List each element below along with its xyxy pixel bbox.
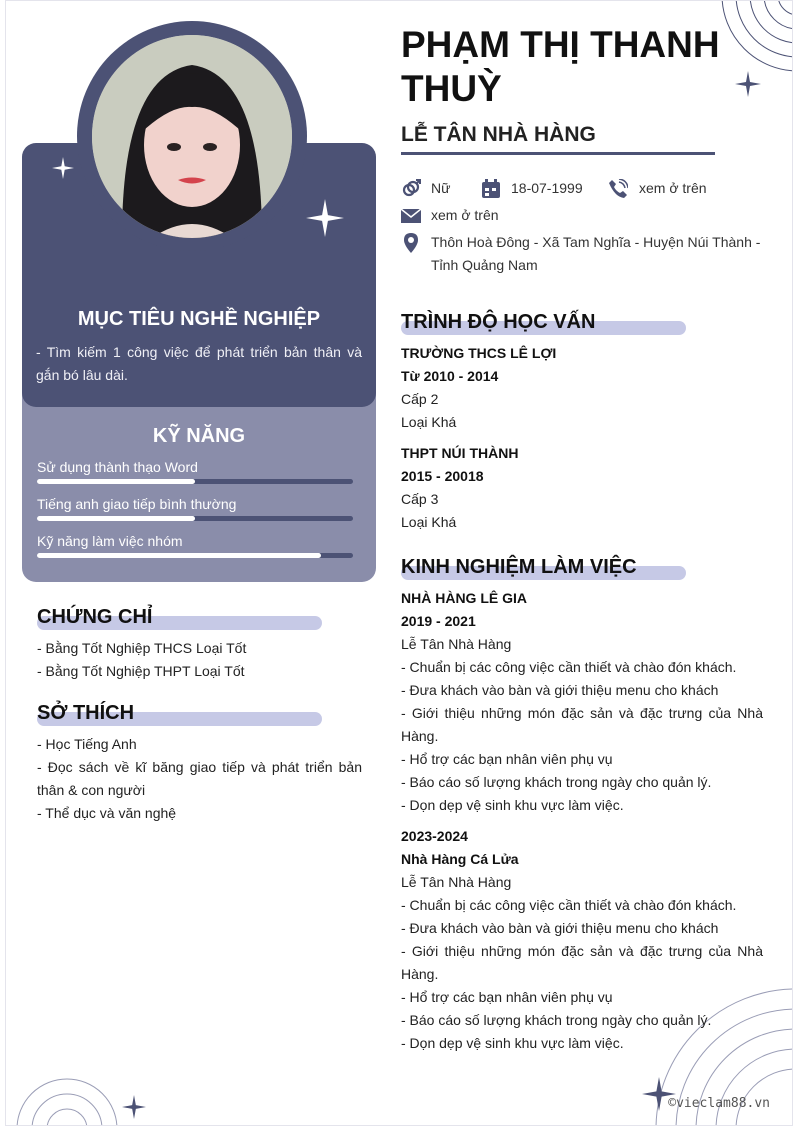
- list-item: - Bằng Tốt Nghiệp THCS Loại Tốt: [37, 640, 247, 656]
- experience-task: - Báo cáo số lượng khách trong ngày cho quản lý.: [401, 774, 712, 790]
- experience-entry: [401, 587, 763, 817]
- list-item: - Đọc sách về kĩ băng giao tiếp và phát triển bản thân & con người: [37, 759, 362, 798]
- email-value: xem ở trên: [431, 207, 499, 223]
- skill-bar-fill: [37, 516, 195, 521]
- experience-task: - Đưa khách vào bàn và giới thiệu menu cho khách: [401, 920, 719, 936]
- watermark: ©vieclam88.vn: [668, 1096, 770, 1111]
- objective-text: - Tìm kiếm 1 công việc để phát triển bản thân và gắn bó lâu dài.: [36, 344, 362, 383]
- address-value: Thôn Hoà Đông - Xã Tam Nghĩa - Huyện Núi Thành - Tỉnh Quảng Nam: [431, 234, 761, 273]
- list-item: - Thể dục và văn nghệ: [37, 805, 177, 821]
- skill-bar-fill: [37, 553, 321, 558]
- certificates-heading: [37, 606, 152, 629]
- experience-period: 2023-2024: [401, 828, 468, 844]
- location-icon: [401, 233, 421, 253]
- skill-bar: [37, 516, 353, 521]
- skill-item: [37, 533, 353, 558]
- skill-item: [37, 459, 353, 484]
- school-level: Cấp 3: [401, 491, 439, 507]
- gender-value: Nữ: [431, 180, 451, 196]
- sparkle-icon: [122, 1095, 146, 1119]
- corner-arcs-bottom-left: [5, 1069, 132, 1126]
- list-item: - Học Tiếng Anh: [37, 736, 137, 752]
- skill-bar: [37, 479, 353, 484]
- skills-title: KỸ NĂNG: [152, 425, 246, 447]
- education-heading: [401, 311, 595, 334]
- education-entry: [401, 342, 763, 434]
- hobbies-title: SỞ THÍCH: [37, 702, 135, 724]
- experience-company: NHÀ HÀNG LÊ GIA: [401, 590, 527, 606]
- experience-task: - Dọn dẹp vệ sinh khu vực làm việc.: [401, 797, 624, 813]
- sparkle-icon: [306, 199, 344, 237]
- list-item: - Bằng Tốt Nghiệp THPT Loại Tốt: [37, 663, 245, 679]
- experience-task: - Hổ trợ các bạn nhân viên phụ vụ: [401, 989, 613, 1005]
- hobbies-heading: [37, 702, 134, 725]
- school-period: 2015 - 20018: [401, 468, 484, 484]
- skill-label: Kỹ năng làm việc nhóm: [37, 533, 183, 549]
- school-period: Từ 2010 - 2014: [401, 368, 499, 384]
- objective-title: MỤC TIÊU NGHỀ NGHIỆP: [77, 308, 321, 330]
- experience-task: - Chuẩn bị các công việc cần thiết và chào đón khách.: [401, 659, 737, 675]
- education-entry: [401, 442, 763, 534]
- experience-task: - Chuẩn bị các công việc cần thiết và chào đón khách.: [401, 897, 737, 913]
- candidate-name: PHẠM THỊ THANH THUỲ: [401, 24, 720, 109]
- experience-task: - Giới thiệu những món đặc sản và đặc trưng của Nhà Hàng.: [401, 943, 763, 982]
- experience-entry: [401, 825, 763, 1055]
- title-underline: [401, 152, 715, 155]
- skill-label: Sử dụng thành thạo Word: [37, 459, 198, 475]
- experience-heading: [401, 556, 637, 579]
- experience-task: - Đưa khách vào bàn và giới thiệu menu cho khách: [401, 682, 719, 698]
- certificates-list: [37, 637, 362, 683]
- experience-role: Lễ Tân Nhà Hàng: [401, 874, 512, 890]
- experience-task: - Dọn dẹp vệ sinh khu vực làm việc.: [401, 1035, 624, 1051]
- skill-label: Tiếng anh giao tiếp bình thường: [37, 496, 237, 512]
- email-icon: [401, 206, 421, 226]
- experience-period: 2019 - 2021: [401, 613, 476, 629]
- school-grade: Loại Khá: [401, 514, 457, 530]
- gender-icon: [401, 179, 421, 199]
- school-level: Cấp 2: [401, 391, 439, 407]
- job-title: LỄ TÂN NHÀ HÀNG: [401, 123, 596, 146]
- education-title: TRÌNH ĐỘ HỌC VẤN: [401, 311, 596, 333]
- sparkle-icon: [52, 157, 74, 179]
- school-name: TRƯỜNG THCS LÊ LỢI: [401, 345, 557, 361]
- phone-icon: [608, 179, 628, 199]
- sparkle-icon: [735, 71, 761, 97]
- school-name: THPT NÚI THÀNH: [401, 445, 519, 461]
- experience-company: Nhà Hàng Cá Lửa: [401, 851, 519, 867]
- experience-task: - Báo cáo số lượng khách trong ngày cho quản lý.: [401, 1012, 712, 1028]
- certificates-title: CHỨNG CHỈ: [37, 606, 153, 628]
- phone-value: xem ở trên: [639, 180, 707, 196]
- calendar-icon: [481, 179, 501, 199]
- experience-task: - Giới thiệu những món đặc sản và đặc trưng của Nhà Hàng.: [401, 705, 763, 744]
- experience-role: Lễ Tân Nhà Hàng: [401, 636, 512, 652]
- profile-photo: [92, 35, 292, 238]
- cv-page: [5, 0, 793, 1126]
- school-grade: Loại Khá: [401, 414, 457, 430]
- skill-bar-fill: [37, 479, 195, 484]
- experience-title: KINH NGHIỆM LÀM VIỆC: [401, 556, 637, 578]
- birthday-value: 18-07-1999: [511, 180, 583, 196]
- hobbies-list: [37, 733, 362, 825]
- skill-item: [37, 496, 353, 521]
- skill-bar: [37, 553, 353, 558]
- experience-task: - Hổ trợ các bạn nhân viên phụ vụ: [401, 751, 613, 767]
